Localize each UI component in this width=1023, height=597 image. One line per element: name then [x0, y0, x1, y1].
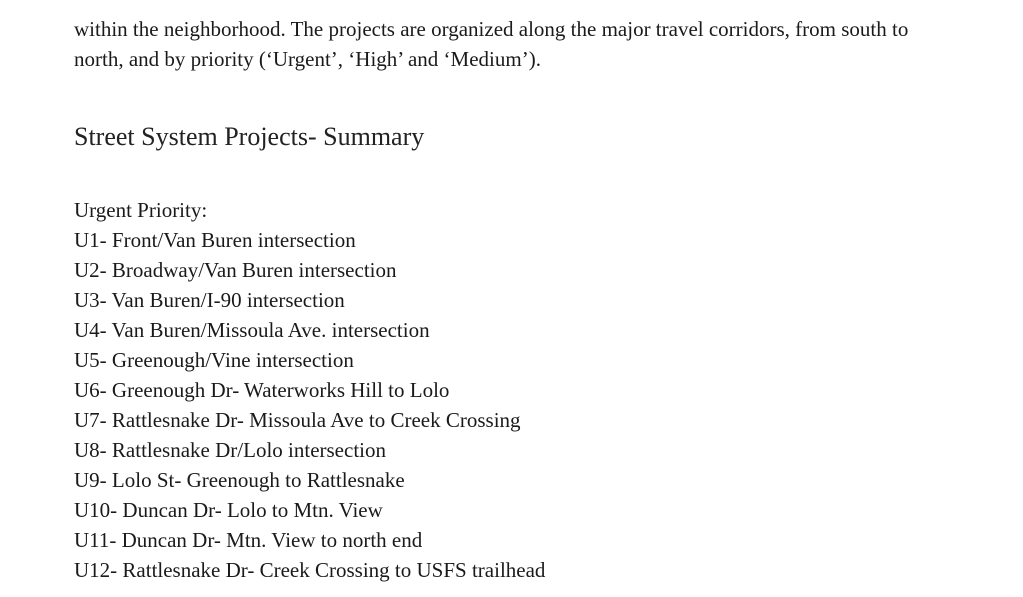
- list-item: U11- Duncan Dr- Mtn. View to north end: [74, 528, 423, 552]
- section-heading: Street System Projects- Summary: [74, 122, 425, 151]
- urgent-priority-list: [74, 195, 545, 585]
- intro-paragraph: [74, 14, 974, 74]
- intro-line-2: north, and by priority (‘Urgent’, ‘High’ and ‘Medium’).: [74, 47, 541, 71]
- list-item: U9- Lolo St- Greenough to Rattlesnake: [74, 468, 405, 492]
- list-item: U3- Van Buren/I-90 intersection: [74, 288, 345, 312]
- list-item: U6- Greenough Dr- Waterworks Hill to Lolo: [74, 378, 450, 402]
- list-item: U5- Greenough/Vine intersection: [74, 348, 354, 372]
- list-item: U7- Rattlesnake Dr- Missoula Ave to Creek Crossing: [74, 408, 521, 432]
- document-page: [74, 14, 974, 582]
- intro-line-1: within the neighborhood. The projects are organized along the major travel corridors, from south to: [74, 17, 909, 41]
- list-item: U2- Broadway/Van Buren intersection: [74, 258, 397, 282]
- list-item: U4- Van Buren/Missoula Ave. intersection: [74, 318, 430, 342]
- list-item: U8- Rattlesnake Dr/Lolo intersection: [74, 438, 386, 462]
- urgent-priority-label: Urgent Priority:: [74, 198, 208, 222]
- list-item: U12- Rattlesnake Dr- Creek Crossing to USFS trailhead: [74, 558, 546, 582]
- project-list: [74, 225, 545, 585]
- list-item: U10- Duncan Dr- Lolo to Mtn. View: [74, 498, 383, 522]
- list-item: U1- Front/Van Buren intersection: [74, 228, 356, 252]
